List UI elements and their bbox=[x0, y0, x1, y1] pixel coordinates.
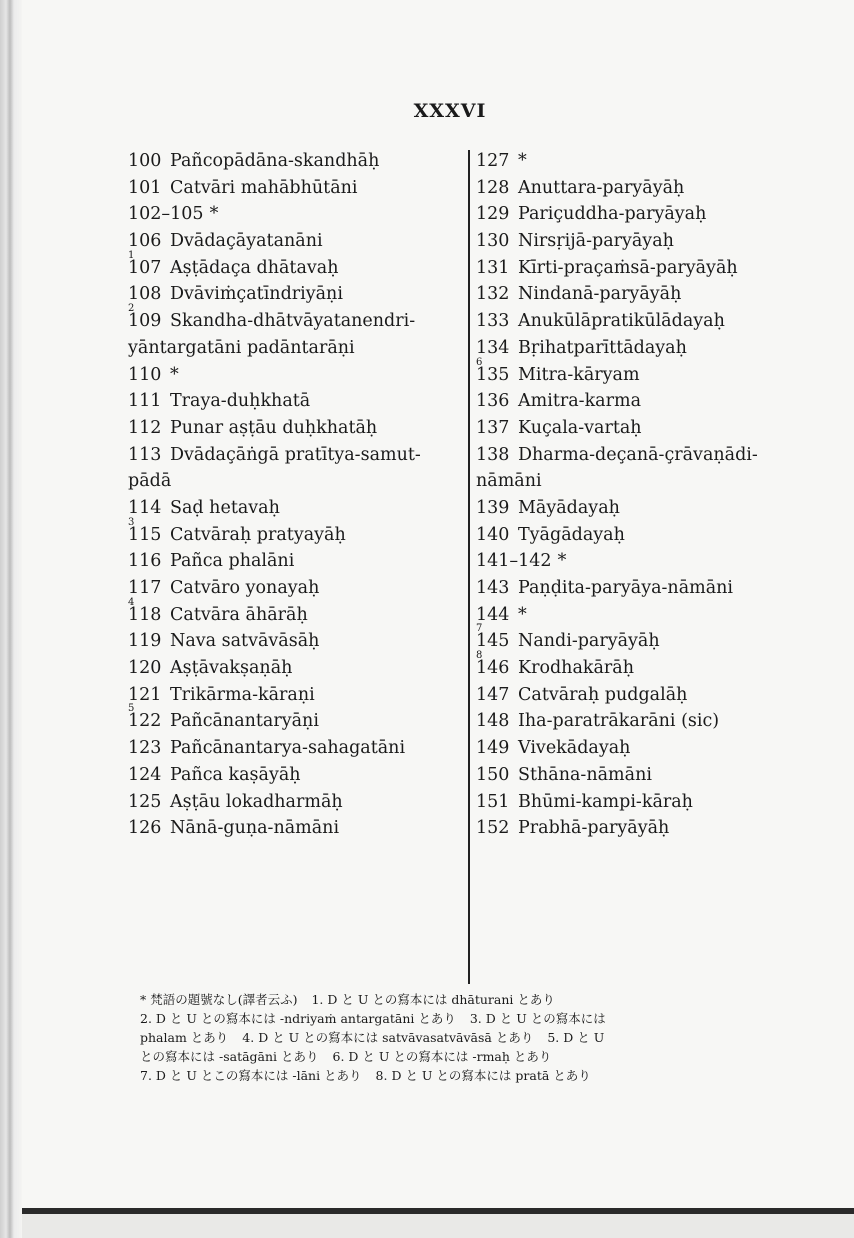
list-item bbox=[476, 201, 836, 228]
list-item bbox=[128, 815, 463, 842]
entry-number: 145 bbox=[476, 631, 510, 652]
entry-number: 140 bbox=[476, 524, 510, 545]
entry-title: nāmāni bbox=[476, 471, 542, 492]
list-item bbox=[128, 303, 463, 335]
entry-title: pādā bbox=[128, 471, 172, 492]
list-item bbox=[476, 522, 836, 549]
entry-title: Saḍ hetavaḥ bbox=[170, 497, 280, 518]
list-item bbox=[476, 148, 836, 175]
entry-title: Bṛihatparīttādayaḥ bbox=[518, 337, 687, 358]
entry-number: 147 bbox=[476, 684, 510, 705]
entry-title: Krodhakārāḥ bbox=[518, 658, 634, 679]
entry-title: Tyāgādayaḥ bbox=[518, 524, 625, 545]
entry-title: Pariçuddha-paryāyaḥ bbox=[518, 204, 707, 225]
entry-number: 115 bbox=[128, 524, 162, 545]
entry-number: 131 bbox=[476, 257, 510, 278]
entry-title: Nirsṛijā-paryāyaḥ bbox=[518, 231, 674, 252]
list-item bbox=[476, 468, 836, 495]
entry-number: 137 bbox=[476, 417, 510, 438]
entry-number: 102–105 bbox=[128, 204, 204, 225]
footnote-marker: 2 bbox=[128, 303, 135, 315]
footnote-text: 1. D と U との寫本には dhāturani とあり bbox=[311, 992, 555, 1007]
list-item bbox=[128, 148, 463, 175]
list-item bbox=[476, 442, 836, 469]
entry-number: 116 bbox=[128, 551, 162, 572]
entry-number: 117 bbox=[128, 578, 162, 598]
footnote-line bbox=[140, 1066, 830, 1085]
footnote-text: * 梵語の題號なし(譯者云ふ) bbox=[140, 992, 298, 1007]
entry-number: 120 bbox=[128, 658, 162, 679]
entry-title: Nava satvāvāsāḥ bbox=[170, 631, 320, 652]
list-item bbox=[128, 703, 463, 735]
entry-number: 118 bbox=[128, 604, 162, 625]
entry-title: Traya-duḥkhatā bbox=[170, 391, 311, 412]
list-item bbox=[476, 735, 836, 762]
footnote-line bbox=[140, 990, 830, 1009]
list-item bbox=[476, 682, 836, 709]
list-item bbox=[128, 516, 463, 549]
list-item bbox=[128, 281, 463, 308]
scan-margin bbox=[22, 1214, 854, 1238]
entry-title: Pañca kaṣāyāḥ bbox=[170, 764, 301, 785]
list-item bbox=[476, 495, 836, 522]
list-item bbox=[476, 762, 836, 789]
entry-number: 134 bbox=[476, 337, 510, 358]
list-item bbox=[128, 495, 463, 522]
list-item bbox=[476, 175, 836, 202]
list-item bbox=[128, 735, 463, 762]
entry-number: 132 bbox=[476, 284, 510, 305]
footnote-text: 7. D と U とこの寫本には -lāni とあり bbox=[140, 1068, 362, 1083]
list-item bbox=[128, 175, 463, 202]
entry-title: Dvāviṁçatīndriyāṇi bbox=[170, 284, 343, 305]
entry-number: 150 bbox=[476, 764, 510, 785]
footnote-text: 4. D と U との寫本には satvāvasatvāvāsā とあり bbox=[242, 1030, 534, 1045]
entry-title: Pañcānantarya-sahagatāni bbox=[170, 738, 406, 759]
entry-number: 135 bbox=[476, 364, 510, 385]
footnote-marker: 3 bbox=[128, 516, 135, 528]
footnote-text: との寫本には -satāgāni とあり bbox=[140, 1049, 319, 1064]
list-item bbox=[128, 468, 463, 495]
entry-title: yāntargatāni padāntarāṇi bbox=[128, 337, 355, 358]
footnote-marker: 1 bbox=[128, 249, 135, 261]
entry-title: Nindanā-paryāyāḥ bbox=[518, 284, 682, 305]
entry-number: 144 bbox=[476, 604, 510, 625]
entry-number: 113 bbox=[128, 444, 162, 465]
book-binding-edge bbox=[0, 0, 22, 1238]
list-item bbox=[476, 708, 836, 735]
entry-number: 146 bbox=[476, 658, 510, 679]
entry-number: 107 bbox=[128, 257, 162, 278]
entry-title: Mitra-kāryam bbox=[518, 364, 640, 385]
entry-title: Prabhā-paryāyāḥ bbox=[518, 818, 670, 839]
entry-title: Pañcopādāna-skandhāḥ bbox=[170, 151, 380, 171]
entry-number: 151 bbox=[476, 791, 510, 812]
entry-title: * bbox=[170, 364, 179, 385]
list-item bbox=[128, 201, 463, 228]
entry-number: 148 bbox=[476, 711, 510, 732]
entry-number: 130 bbox=[476, 231, 510, 252]
entry-title: Catvāraḥ pratyayāḥ bbox=[170, 524, 346, 545]
entry-title: Anukūlāpratikūlādayaḥ bbox=[518, 311, 725, 332]
footnote-text: 5. D と U bbox=[547, 1030, 605, 1045]
entry-number: 112 bbox=[128, 417, 162, 438]
footnote-marker: 5 bbox=[128, 703, 135, 715]
left-column bbox=[128, 148, 463, 842]
entry-number: 119 bbox=[128, 631, 162, 652]
entry-title: Catvāraḥ pudgalāḥ bbox=[518, 684, 688, 705]
list-item bbox=[476, 415, 836, 442]
list-item bbox=[476, 575, 836, 602]
entry-title: * bbox=[557, 551, 567, 572]
entry-title: Dvādaçāṅgā pratītya-samut- bbox=[170, 444, 421, 465]
entry-number: 133 bbox=[476, 311, 510, 332]
entry-number: 111 bbox=[128, 391, 162, 412]
entry-title: Pañca phalāni bbox=[170, 551, 295, 572]
footnote-line bbox=[140, 1047, 830, 1066]
list-item bbox=[128, 388, 463, 415]
entry-title: Kīrti-praçaṁsā-paryāyāḥ bbox=[518, 257, 738, 278]
entry-title: Aṣṭādaça dhātavaḥ bbox=[170, 257, 339, 278]
entry-number: 128 bbox=[476, 177, 510, 198]
entry-title: Māyādayaḥ bbox=[518, 497, 620, 518]
list-item bbox=[128, 228, 463, 255]
list-item bbox=[476, 308, 836, 335]
entry-number: 129 bbox=[476, 204, 510, 225]
entry-title: * bbox=[518, 604, 527, 625]
entry-title: Paṇḍita-paryāya-nāmāni bbox=[518, 578, 734, 598]
entry-title: Nandi-paryāyāḥ bbox=[518, 631, 660, 652]
entry-number: 149 bbox=[476, 738, 510, 759]
entry-title: Kuçala-vartaḥ bbox=[518, 417, 642, 438]
footnote-text: 8. D と U との寫本には pratā とあり bbox=[375, 1068, 591, 1083]
entry-number: 123 bbox=[128, 738, 162, 759]
list-item bbox=[476, 815, 836, 842]
entry-number: 100 bbox=[128, 151, 162, 171]
entry-number: 127 bbox=[476, 151, 510, 171]
entry-title: Aṣṭāu lokadharmāḥ bbox=[170, 791, 343, 812]
list-item bbox=[128, 682, 463, 709]
footnote-marker: 6 bbox=[476, 356, 483, 368]
entry-number: 138 bbox=[476, 444, 510, 465]
entry-number: 143 bbox=[476, 578, 510, 598]
entry-number: 108 bbox=[128, 284, 162, 305]
entry-title: Dvādaçāyatanāni bbox=[170, 231, 323, 252]
entry-title: * bbox=[518, 151, 527, 171]
entry-title: Bhūmi-kampi-kāraḥ bbox=[518, 791, 693, 812]
list-item bbox=[476, 650, 836, 682]
list-item bbox=[128, 628, 463, 655]
entry-title: Anuttara-paryāyāḥ bbox=[518, 177, 685, 198]
entry-title: Catvāro yonayaḥ bbox=[170, 578, 320, 598]
page-number: XXXVI bbox=[413, 100, 487, 122]
entry-title: Pañcānantaryāṇi bbox=[170, 711, 319, 732]
list-item bbox=[128, 249, 463, 282]
entry-title: Aṣṭāvakṣaṇāḥ bbox=[170, 658, 293, 679]
list-item bbox=[476, 255, 836, 282]
list-item bbox=[476, 335, 836, 362]
list-item bbox=[128, 596, 463, 629]
entry-title: Dharma-deçanā-çrāvaṇādi- bbox=[518, 444, 758, 465]
entry-number: 122 bbox=[128, 711, 162, 732]
entry-number: 136 bbox=[476, 391, 510, 412]
list-item bbox=[476, 228, 836, 255]
entry-number: 139 bbox=[476, 497, 510, 518]
footnote-text: 3. D と U との寫本には bbox=[469, 1011, 606, 1026]
footnote-line bbox=[140, 1009, 830, 1028]
right-column bbox=[476, 148, 836, 842]
footnote-text: 2. D と U との寫本には -ndriyaṁ antargatāni とあり bbox=[140, 1011, 456, 1026]
list-item bbox=[128, 335, 463, 362]
entry-title: Catvāra āhārāḥ bbox=[170, 604, 308, 625]
column-divider bbox=[468, 150, 470, 984]
list-item bbox=[128, 442, 463, 469]
footnote-marker: 7 bbox=[476, 623, 483, 635]
list-item bbox=[128, 575, 463, 602]
footnote-text: phalam とあり bbox=[140, 1030, 229, 1045]
entry-number: 141–142 bbox=[476, 551, 552, 572]
entry-title: Sthāna-nāmāni bbox=[518, 764, 652, 785]
entry-title: Catvāri mahābhūtāni bbox=[170, 177, 358, 198]
list-item bbox=[476, 281, 836, 308]
entry-number: 152 bbox=[476, 818, 510, 839]
entry-number: 125 bbox=[128, 791, 162, 812]
entry-title: Trikārma-kāraṇi bbox=[170, 684, 315, 705]
entry-title: Iha-paratrākarāni (sic) bbox=[518, 711, 720, 732]
entry-number: 124 bbox=[128, 764, 162, 785]
entry-title: Nānā-guṇa-nāmāni bbox=[170, 818, 340, 839]
entry-number: 109 bbox=[128, 311, 162, 332]
entry-number: 126 bbox=[128, 818, 162, 839]
entry-title: Amitra-karma bbox=[518, 391, 642, 412]
list-item bbox=[476, 789, 836, 816]
list-item bbox=[476, 602, 836, 629]
footnote-line bbox=[140, 1028, 830, 1047]
list-item bbox=[476, 623, 836, 655]
entry-number: 114 bbox=[128, 497, 162, 518]
list-item bbox=[128, 548, 463, 575]
entry-number: 101 bbox=[128, 177, 162, 198]
footnote-marker: 4 bbox=[128, 596, 135, 608]
list-item bbox=[128, 789, 463, 816]
entry-number: 106 bbox=[128, 231, 162, 252]
footnotes bbox=[140, 990, 830, 1085]
list-item bbox=[476, 356, 836, 389]
entry-title: Vivekādayaḥ bbox=[518, 738, 631, 759]
list-item bbox=[476, 388, 836, 415]
list-item bbox=[128, 415, 463, 442]
list-item bbox=[128, 655, 463, 682]
entry-title: Punar aṣṭāu duḥkhatāḥ bbox=[170, 417, 378, 438]
entry-number: 110 bbox=[128, 364, 162, 385]
footnote-text: 6. D と U との寫本には -rmaḥ とあり bbox=[332, 1049, 552, 1064]
list-item bbox=[128, 762, 463, 789]
list-item bbox=[128, 362, 463, 389]
entry-title: * bbox=[209, 204, 219, 225]
entry-title: Skandha-dhātvāyatanendri- bbox=[170, 311, 416, 332]
list-item bbox=[476, 548, 836, 575]
entry-number: 121 bbox=[128, 684, 162, 705]
footnote-marker: 8 bbox=[476, 650, 483, 662]
